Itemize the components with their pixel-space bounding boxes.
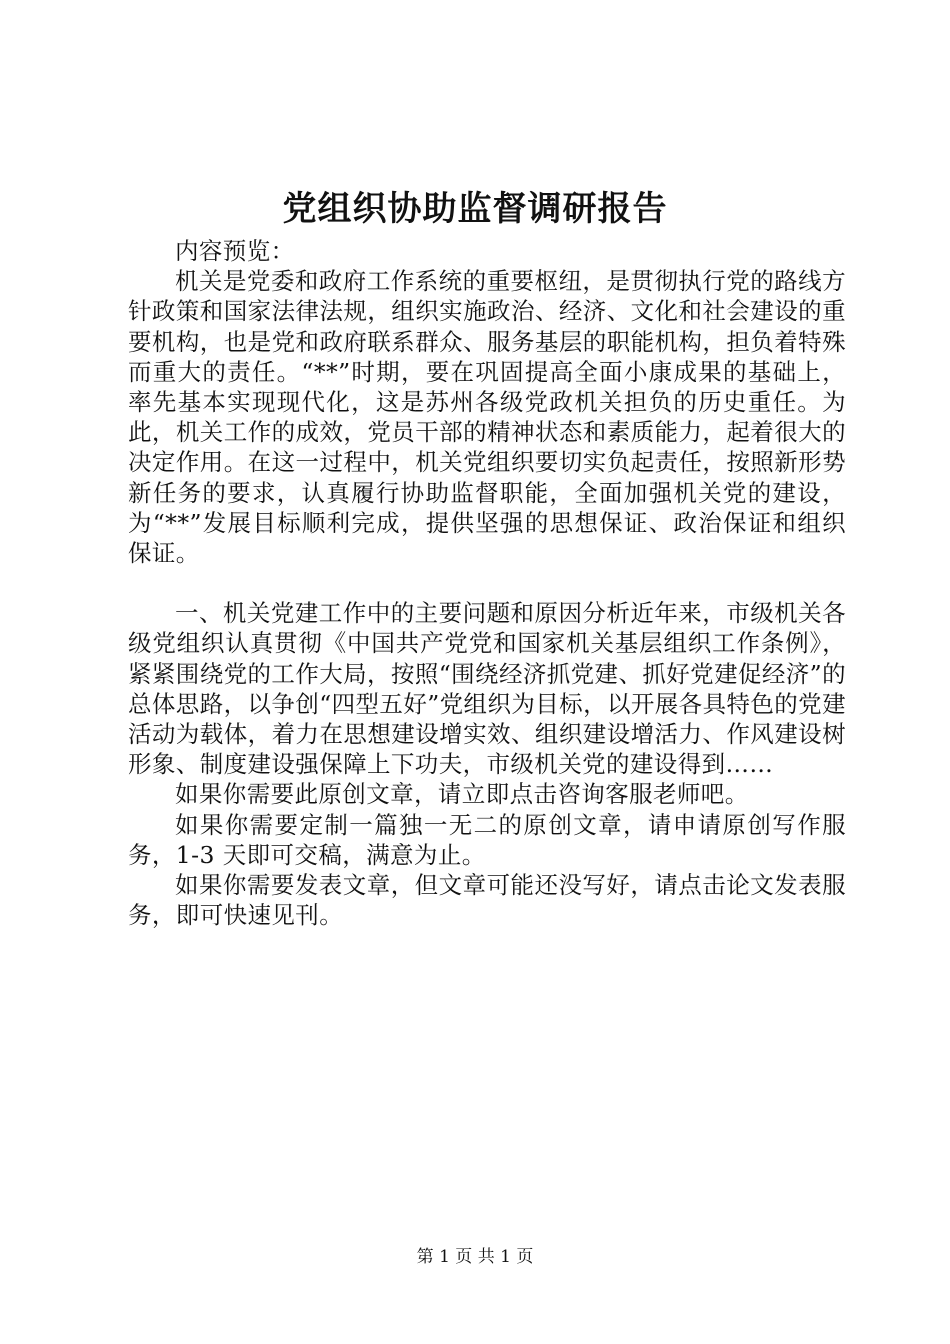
document-title: 党组织协助监督调研报告 (282, 189, 668, 229)
paragraph-intro: 机关是党委和政府工作系统的重要枢纽，是贯彻执行党的路线方针政策和国家法律法规，组织实施政治、经济、文化和社会建设的重要机构，也是党和政府联系群众、服务基层的职能机构，担负着特殊而重大的责任。“**”时期，要在巩固提高全面小康成果的基础上，率先基本实现现代化，这是苏州各级党政机关担负的历史重任。为此，机关工作的成效，党员干部的精神状态和素质能力，起着很大的决定作用。在这一过程中，机关党组织要切实负起责任，按照新形势新任务的要求，认真履行协助监督职能，全面加强机关党的建设，为“**”发展目标顺利完成，提供坚强的思想保证、政治保证和组织保证。 (128, 267, 846, 568)
document-body (128, 236, 846, 930)
paragraph-consult-service: 如果你需要此原创文章，请立即点击咨询客服老师吧。 (175, 780, 749, 809)
paragraph-publish-service: 如果你需要发表文章，但文章可能还没写好，请点击论文发表服务，即可快速见刊。 (128, 871, 846, 930)
paragraph-section-one: 一、机关党建工作中的主要问题和原因分析近年来，市级机关各级党组织认真贯彻《中国共产党党和国家机关基层组织工作条例》，紧紧围绕党的工作大局，按照“围绕经济抓党建、抓好党建促经济”的总体思路，以争创“四型五好”党组织为目标，以开展各具特色的党建活动为载体，着力在思想建设增实效、组织建设增活力、作风建设树形象、制度建设强保障上下功夫，市级机关党的建设得到…… (128, 599, 846, 779)
page-footer: 第 1 页 共 1 页 (416, 1247, 534, 1267)
preview-label: 内容预览： (175, 237, 295, 265)
paragraph-custom-writing: 如果你需要定制一篇独一无二的原创文章，请申请原创写作服务，1-3 天即可交稿，满意为止。 (128, 810, 846, 869)
